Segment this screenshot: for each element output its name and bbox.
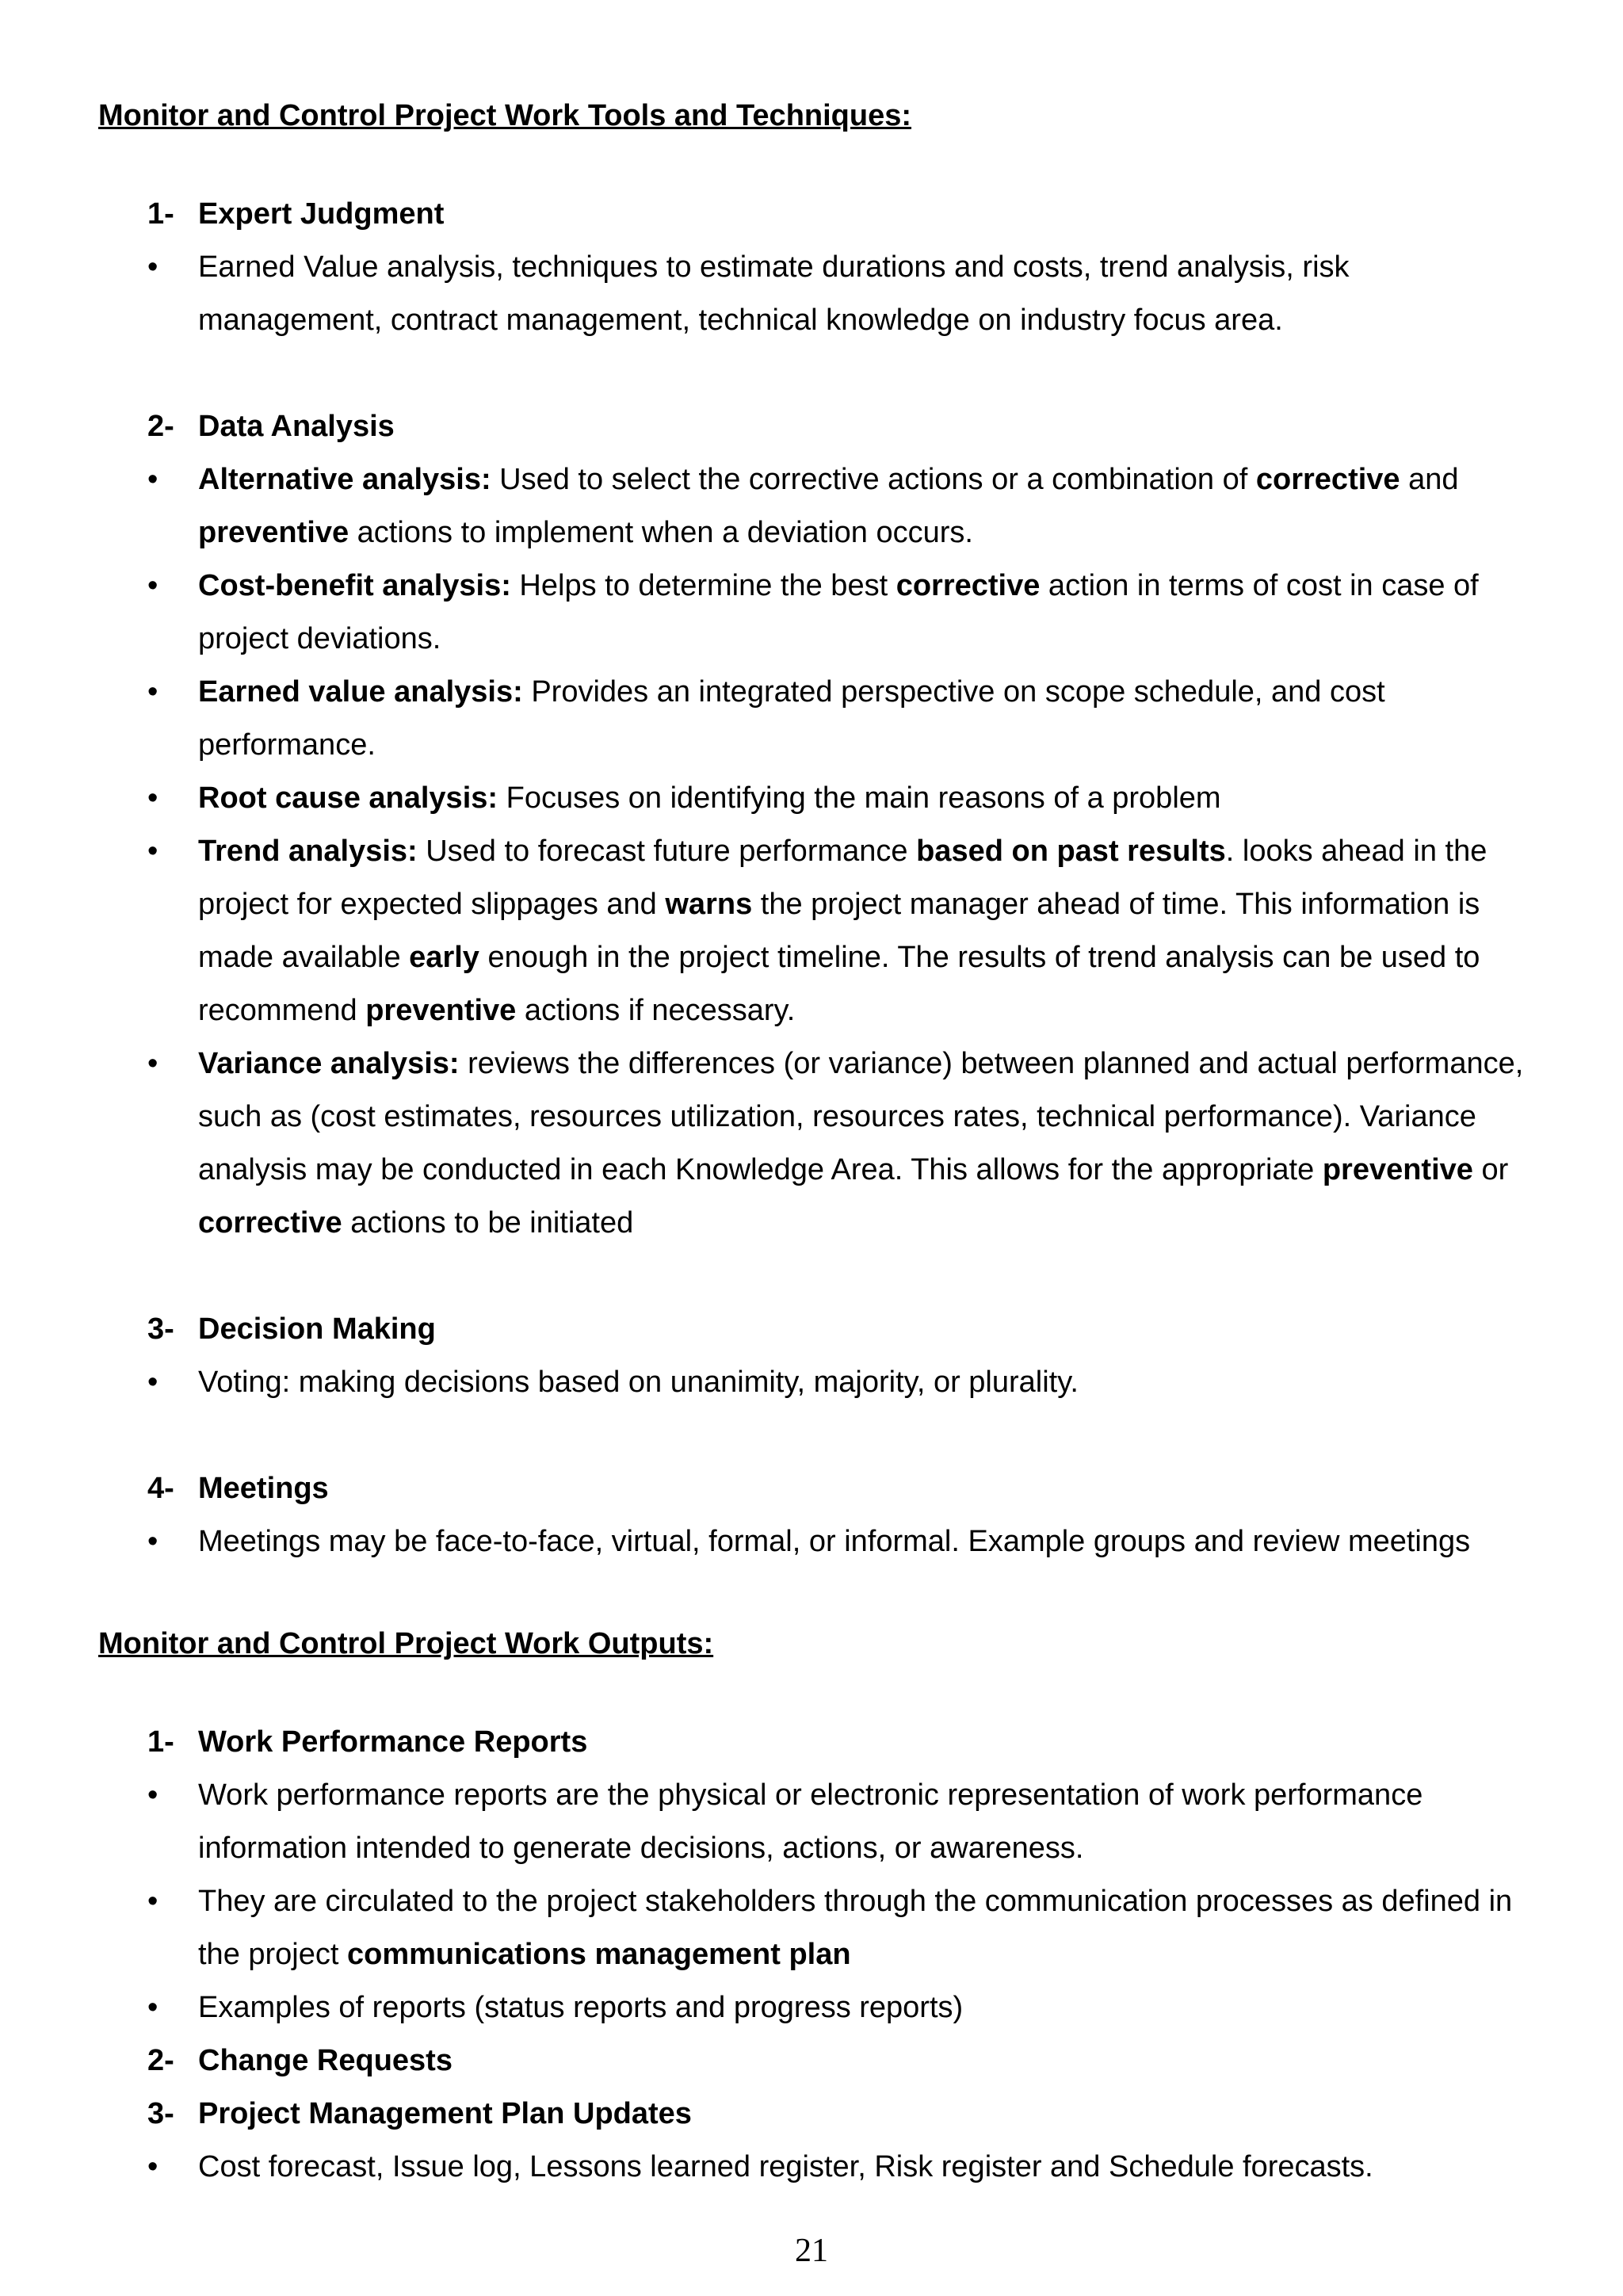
text-run: They are circulated to the project stakeholders through the communication processes as defined in the project	[198, 1885, 1513, 1971]
numbered-item-title	[98, 1716, 1541, 1769]
item-number: 1-	[147, 1725, 174, 1759]
text-run: the project manager ahead of time. This information is made available	[198, 888, 1480, 974]
bold-text: warns	[665, 888, 753, 921]
bold-text: Trend analysis:	[198, 835, 418, 868]
item-title: Meetings	[198, 1472, 329, 1505]
section-outputs-body	[98, 1716, 1541, 2194]
bullet-item	[98, 560, 1541, 666]
bullet-item	[98, 1037, 1541, 1250]
text-run: actions if necessary.	[516, 994, 796, 1027]
bold-text: preventive	[365, 994, 517, 1027]
spacer	[98, 1409, 1541, 1462]
bullet-icon: •	[147, 1778, 158, 1812]
bullet-icon: •	[147, 835, 158, 868]
bold-text: Cost-benefit analysis:	[198, 569, 511, 602]
text-run: or	[1472, 1153, 1509, 1186]
bold-text: communications management plan	[347, 1938, 851, 1971]
bullet-item	[98, 1356, 1541, 1409]
text-run: enough in the project timeline. The results of trend analysis can be used to recommend	[198, 941, 1480, 1027]
spacer	[98, 1568, 1541, 1622]
bullet-icon: •	[147, 781, 158, 815]
bullet-item	[98, 1981, 1541, 2034]
bold-text: Alternative analysis:	[198, 463, 491, 496]
bullet-icon: •	[147, 675, 158, 709]
bullet-item	[98, 772, 1541, 825]
text-run: Helps to determine the best	[510, 569, 896, 602]
text-run: Used to select the corrective actions or a combination of	[491, 463, 1256, 496]
bold-text: corrective	[1255, 463, 1400, 496]
text-run: actions to be initiated	[342, 1206, 634, 1240]
bullet-item	[98, 825, 1541, 1037]
text-run: Focuses on identifying the main reasons of a problem	[498, 781, 1221, 815]
bullet-icon: •	[147, 1885, 158, 1918]
text-run: Cost forecast, Issue log, Lessons learned register, Risk register and Schedule forecasts.	[198, 2150, 1373, 2183]
page-number: 21	[795, 2233, 828, 2269]
item-number: 2-	[147, 2044, 174, 2077]
bullet-icon: •	[147, 2150, 158, 2183]
text-run: and	[1400, 463, 1459, 496]
bullet-icon: •	[147, 1525, 158, 1558]
text-run: action in terms of cost in case of project deviations.	[198, 569, 1479, 655]
numbered-item-title	[98, 188, 1541, 241]
bullet-icon: •	[147, 463, 158, 496]
numbered-item-title	[98, 2088, 1541, 2141]
text-run: management, contract management, technical knowledge on industry focus area.	[198, 304, 1283, 337]
item-number: 1-	[147, 197, 174, 231]
document-page	[98, 94, 1541, 2194]
bullet-item	[98, 1875, 1541, 1981]
bullet-icon: •	[147, 250, 158, 284]
text-run: actions to implement when a deviation occurs.	[349, 516, 973, 549]
item-title: Data Analysis	[198, 410, 395, 443]
numbered-item-title	[98, 1462, 1541, 1515]
text-run: Work performance reports are the physical or electronic representation of work performance information intended to generate decisions, actions, or awareness.	[198, 1778, 1423, 1865]
bold-text: Root cause analysis:	[198, 781, 498, 815]
text-run: Earned Value analysis, techniques to estimate durations and costs, trend analysis, risk	[198, 250, 1350, 284]
section-heading-tools: Monitor and Control Project Work Tools and Techniques:	[98, 99, 912, 132]
bullet-item	[98, 241, 1541, 347]
bullet-item	[98, 453, 1541, 560]
text-run: . looks ahead in the project for expected slippages and	[198, 835, 1487, 921]
bold-text: preventive	[198, 516, 349, 549]
bullet-icon: •	[147, 569, 158, 602]
bold-text: early	[409, 941, 479, 974]
text-run: Examples of reports (status reports and progress reports)	[198, 1991, 964, 2024]
bullet-icon: •	[147, 1991, 158, 2024]
bold-text: based on past results	[916, 835, 1226, 868]
bold-text: corrective	[198, 1206, 342, 1240]
item-number: 3-	[147, 2097, 174, 2130]
text-run: Provides an integrated perspective on scope schedule, and cost performance.	[198, 675, 1385, 762]
item-title: Decision Making	[198, 1312, 436, 1346]
section-tools-body	[98, 188, 1541, 1568]
spacer	[98, 1666, 1541, 1716]
numbered-item-title	[98, 2034, 1541, 2088]
bold-text: Variance analysis:	[198, 1047, 460, 1080]
item-number: 4-	[147, 1472, 174, 1505]
text-run: Used to forecast future performance	[417, 835, 917, 868]
item-number: 2-	[147, 410, 174, 443]
text-run: Meetings may be face-to-face, virtual, formal, or informal. Example groups and review meetings	[198, 1525, 1471, 1558]
bullet-item	[98, 1769, 1541, 1875]
text-run: Voting: making decisions based on unanimity, majority, or plurality.	[198, 1366, 1079, 1399]
item-title: Work Performance Reports	[198, 1725, 588, 1759]
bold-text: preventive	[1322, 1153, 1473, 1186]
item-title: Project Management Plan Updates	[198, 2097, 692, 2130]
section-heading-outputs: Monitor and Control Project Work Outputs:	[98, 1627, 714, 1660]
bold-text: Earned value analysis:	[198, 675, 523, 709]
item-title: Expert Judgment	[198, 197, 445, 231]
bullet-icon: •	[147, 1366, 158, 1399]
bullet-item	[98, 1515, 1541, 1568]
bullet-item	[98, 666, 1541, 772]
spacer	[98, 138, 1541, 188]
item-number: 3-	[147, 1312, 174, 1346]
bullet-icon: •	[147, 1047, 158, 1080]
spacer	[98, 347, 1541, 400]
numbered-item-title	[98, 1303, 1541, 1356]
item-title: Change Requests	[198, 2044, 453, 2077]
bullet-item	[98, 2141, 1541, 2194]
spacer	[98, 1250, 1541, 1303]
numbered-item-title	[98, 400, 1541, 453]
bold-text: corrective	[896, 569, 1041, 602]
text-run: reviews the differences (or variance) between planned and actual performance, such as (cost estimates, resources utilization, resources rates, technical performance). Variance analysis may be conducted in each Knowledge Area. This allows for the appropriate	[198, 1047, 1524, 1186]
